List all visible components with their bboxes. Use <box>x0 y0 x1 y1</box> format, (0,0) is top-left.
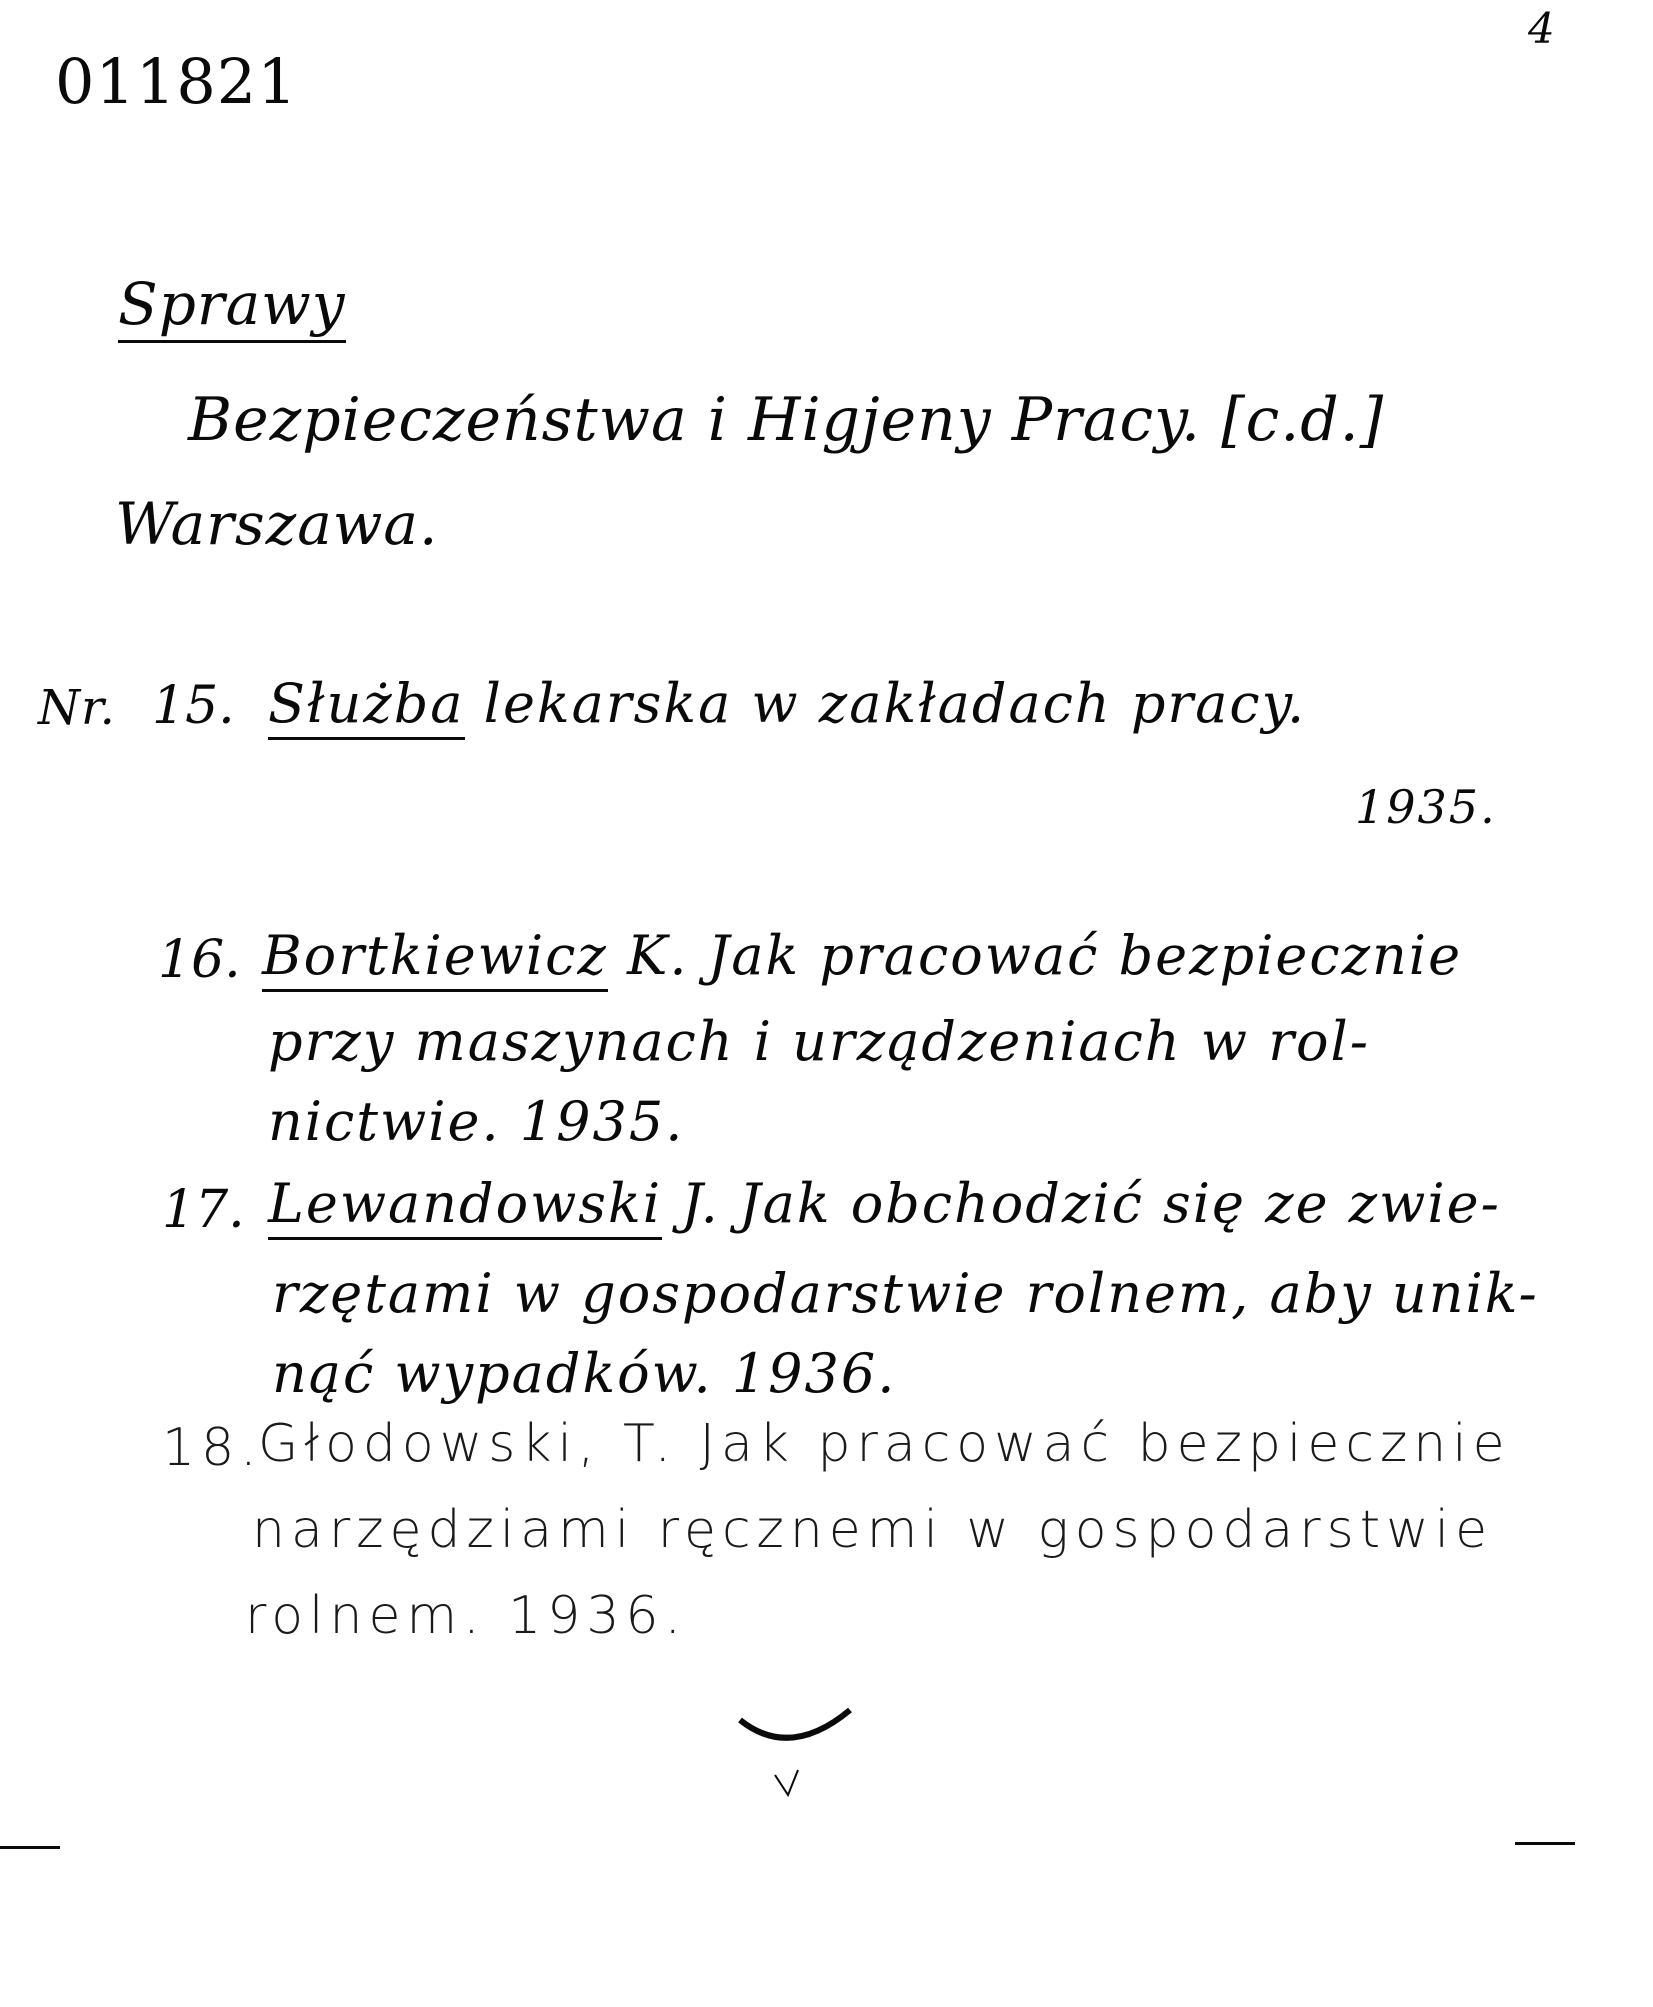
entry-text: K. Jak pracować bezpiecznie <box>627 924 1463 987</box>
header-title: Bezpieczeństwa i Higjeny Pracy. [c.d.] <box>188 385 1385 455</box>
header-place: Warszawa. <box>115 490 439 558</box>
catalog-number: 011821 <box>55 45 298 118</box>
entry-text: nictwie. 1935. <box>268 1090 685 1153</box>
entry-author: Głodowski, T. <box>258 1414 678 1474</box>
entry-text: narzędziami ręcznemi w gospodarstwie <box>252 1500 1494 1560</box>
entry-year: 1935. <box>1355 780 1497 834</box>
entry-text: nąć wypadków. 1936. <box>272 1342 897 1405</box>
entry-text: rzętami w gospodarstwie rolnem, aby unik- <box>272 1262 1539 1325</box>
entry-number: 16. <box>158 930 241 990</box>
edge-mark-left <box>0 1846 60 1849</box>
entry-number: 15. <box>152 676 235 736</box>
entry-title-line <box>268 672 1306 735</box>
entry-number: 17. <box>162 1180 245 1240</box>
entry-author: Bortkiewicz <box>262 924 608 992</box>
entry-title-line <box>258 1414 1511 1474</box>
entry-number: 18. <box>162 1418 263 1478</box>
edge-mark-right <box>1515 1842 1575 1845</box>
entry-author: Służba <box>268 672 465 740</box>
corner-mark: 4 <box>1528 4 1556 53</box>
entry-text: przy maszynach i urządzeniach w rol- <box>268 1010 1371 1073</box>
entry-text: lekarska w zakładach pracy. <box>483 672 1307 735</box>
curved-stroke-mark <box>730 1690 880 1800</box>
entry-text: J. Jak obchodzić się ze zwie- <box>681 1172 1501 1235</box>
entry-title-line <box>262 924 1462 987</box>
header-label: Sprawy <box>118 270 346 343</box>
entry-text: Jak pracować bezpiecznie <box>699 1414 1511 1474</box>
entry-text: rolnem. 1936. <box>245 1586 688 1646</box>
nr-prefix: Nr. <box>38 680 116 736</box>
entry-title-line <box>268 1172 1501 1235</box>
entry-author: Lewandowski <box>268 1172 662 1240</box>
